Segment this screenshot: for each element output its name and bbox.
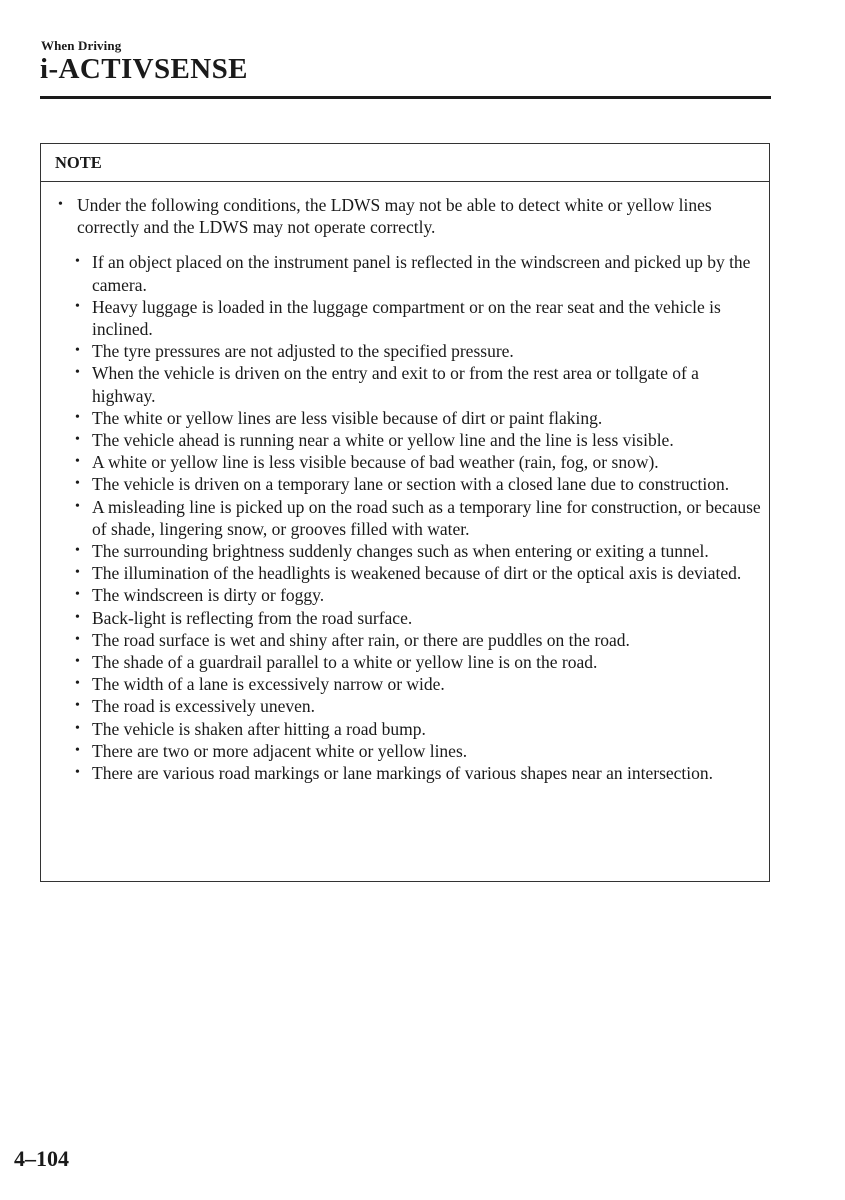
- list-item-text: The vehicle ahead is running near a white or yellow line and the line is less visible.: [92, 430, 674, 451]
- bullet-icon: •: [75, 498, 80, 514]
- list-item: [75, 607, 761, 629]
- list-item-text: The road is excessively uneven.: [92, 696, 316, 717]
- list-item: [75, 407, 761, 429]
- bullet-icon: •: [75, 254, 80, 270]
- bullet-icon: •: [75, 298, 80, 314]
- list-item-text: There are two or more adjacent white or yellow lines.: [92, 740, 468, 761]
- list-item: [75, 651, 761, 673]
- list-item-text: The shade of a guardrail parallel to a white or yellow line is on the road.: [92, 652, 598, 673]
- condition-list: [58, 251, 761, 784]
- bullet-icon: •: [75, 631, 80, 647]
- note-body: [41, 182, 769, 784]
- bullet-icon: •: [75, 343, 80, 359]
- list-item-text: The road surface is wet and shiny after rain, or there are puddles on the road.: [92, 629, 630, 650]
- list-item-text: Heavy luggage is loaded in the luggage compartment or on the rear seat and the vehicle is inclined.: [92, 296, 721, 340]
- list-item: [75, 540, 761, 562]
- list-item-text: The white or yellow lines are less visible because of dirt or paint flaking.: [92, 407, 603, 428]
- bullet-icon: •: [75, 365, 80, 381]
- list-item: [75, 673, 761, 695]
- list-item-text: The windscreen is dirty or foggy.: [92, 585, 325, 606]
- note-intro-text: Under the following conditions, the LDWS may not be able to detect white or yellow lines correctly and the LDWS may not operate correctly.: [77, 195, 712, 238]
- section-label: When Driving: [41, 38, 122, 53]
- list-item: [75, 362, 761, 406]
- list-item-text: A misleading line is picked up on the road such as a temporary line for construction, or because of shade, lingering snow, or grooves filled with water.: [92, 496, 761, 539]
- note-intro-item: [58, 194, 761, 238]
- bullet-icon: •: [75, 742, 80, 758]
- header-divider: [40, 96, 771, 99]
- bullet-icon: •: [75, 587, 80, 603]
- page-number: 4–104: [14, 1146, 69, 1171]
- bullet-icon: •: [75, 432, 80, 448]
- bullet-icon: •: [75, 476, 80, 492]
- bullet-icon: •: [75, 565, 80, 581]
- bullet-icon: •: [58, 197, 63, 212]
- list-item: [75, 496, 761, 540]
- list-item: [75, 584, 761, 606]
- list-item: [75, 473, 761, 495]
- list-item: [75, 562, 761, 584]
- note-box: [40, 143, 770, 882]
- bullet-icon: •: [75, 698, 80, 714]
- list-item-text: The width of a lane is excessively narrow or wide.: [92, 674, 445, 695]
- list-item: [75, 429, 761, 451]
- list-item: [75, 762, 761, 784]
- page-title: i-ACTIVSENSE: [40, 53, 248, 85]
- list-item: [75, 251, 761, 295]
- list-item-text: A white or yellow line is less visible because of bad weather (rain, fog, or snow).: [92, 452, 659, 473]
- bullet-icon: •: [75, 654, 80, 670]
- bullet-icon: •: [75, 676, 80, 692]
- bullet-icon: •: [75, 543, 80, 559]
- list-item: [75, 629, 761, 651]
- list-item: [75, 451, 761, 473]
- list-item-text: The vehicle is shaken after hitting a road bump.: [92, 718, 426, 739]
- bullet-icon: •: [75, 609, 80, 625]
- list-item-text: The surrounding brightness suddenly changes such as when entering or exiting a tunnel.: [92, 541, 709, 562]
- list-item-text: The vehicle is driven on a temporary lane or section with a closed lane due to construction.: [92, 474, 730, 495]
- list-item-text: If an object placed on the instrument panel is reflected in the windscreen and picked up by the camera.: [92, 252, 751, 295]
- list-item-text: There are various road markings or lane markings of various shapes near an intersection.: [92, 763, 714, 784]
- list-item-text: The illumination of the headlights is weakened because of dirt or the optical axis is deviated.: [92, 563, 742, 584]
- bullet-icon: •: [75, 409, 80, 425]
- list-item: [75, 296, 761, 340]
- list-item-text: When the vehicle is driven on the entry and exit to or from the rest area or tollgate of a highway.: [92, 363, 699, 406]
- list-item: [75, 740, 761, 762]
- list-item: [75, 695, 761, 717]
- bullet-icon: •: [75, 720, 80, 736]
- list-item: [75, 718, 761, 740]
- bullet-icon: •: [75, 454, 80, 470]
- bullet-icon: •: [75, 765, 80, 781]
- list-item-text: The tyre pressures are not adjusted to the specified pressure.: [92, 341, 514, 362]
- list-item-text: Back-light is reflecting from the road surface.: [92, 607, 413, 628]
- list-item: [75, 340, 761, 362]
- note-label: NOTE: [41, 144, 769, 182]
